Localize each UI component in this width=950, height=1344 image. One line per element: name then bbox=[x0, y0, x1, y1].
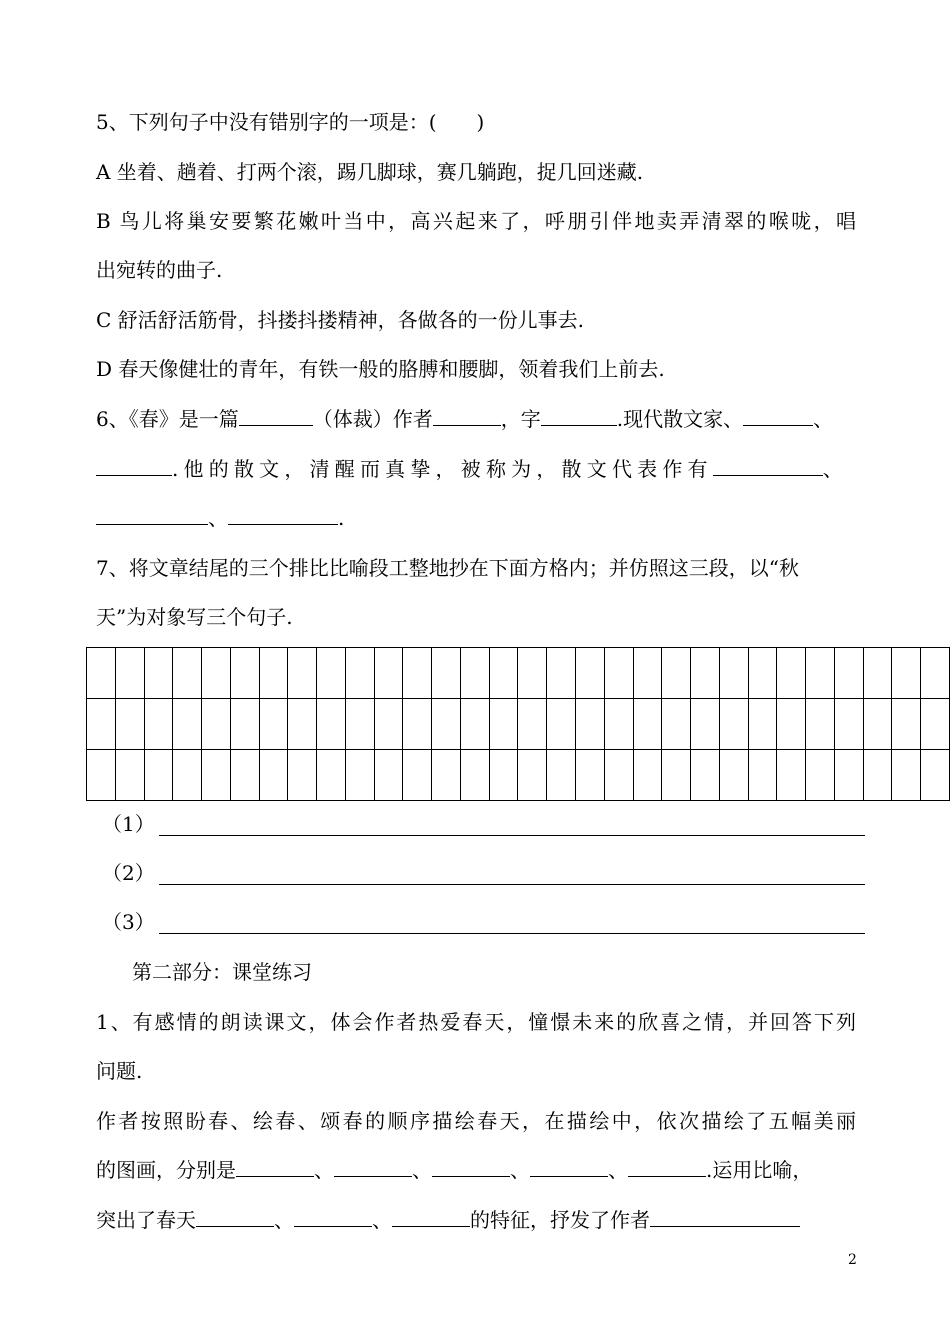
part2-heading: 第二部分：课堂练习 bbox=[132, 960, 312, 984]
page-number: 2 bbox=[848, 1252, 857, 1268]
grid-cell[interactable] bbox=[317, 648, 346, 699]
grid-cell[interactable] bbox=[202, 699, 231, 750]
grid-cell[interactable] bbox=[892, 750, 921, 801]
grid-cell[interactable] bbox=[576, 699, 605, 750]
grid-cell[interactable] bbox=[834, 750, 863, 801]
grid-cell[interactable] bbox=[432, 648, 461, 699]
grid-row bbox=[87, 750, 950, 801]
grid-cell[interactable] bbox=[518, 699, 547, 750]
answer-line-1[interactable]: （1） bbox=[102, 812, 865, 836]
picture-blank-5[interactable] bbox=[628, 1158, 706, 1177]
work-blank-1[interactable] bbox=[713, 457, 823, 476]
q5-stem: 5、下列句子中没有错别字的一项是：( ) bbox=[96, 110, 485, 134]
grid-cell[interactable] bbox=[489, 750, 518, 801]
feature-blank-2[interactable] bbox=[294, 1208, 372, 1227]
answer-line-2[interactable]: （2） bbox=[102, 861, 865, 885]
grid-cell[interactable] bbox=[719, 699, 748, 750]
answer-line-3[interactable]: （3） bbox=[102, 910, 865, 934]
genre-blank[interactable] bbox=[239, 407, 313, 426]
grid-cell[interactable] bbox=[719, 648, 748, 699]
grid-cell[interactable] bbox=[230, 648, 259, 699]
identity-blank-2[interactable] bbox=[96, 457, 172, 476]
grid-cell[interactable] bbox=[144, 699, 173, 750]
grid-row bbox=[87, 699, 950, 750]
grid-cell[interactable] bbox=[777, 750, 806, 801]
q5-option-a: A 坐着、趟着、打两个滚，踢几脚球，赛几躺跑，捉几回迷藏. bbox=[96, 160, 644, 184]
grid-cell[interactable] bbox=[202, 648, 231, 699]
grid-cell[interactable] bbox=[317, 750, 346, 801]
grid-cell[interactable] bbox=[604, 699, 633, 750]
grid-cell[interactable] bbox=[576, 750, 605, 801]
grid-cell[interactable] bbox=[921, 648, 950, 699]
grid-cell[interactable] bbox=[518, 750, 547, 801]
grid-cell[interactable] bbox=[489, 648, 518, 699]
q5-option-d: D 春天像健壮的青年，有铁一般的胳膊和腰脚，领着我们上前去. bbox=[96, 357, 665, 381]
part2-para3: 突出了春天 、 、 的特征，抒发了作者 bbox=[96, 1208, 800, 1232]
grid-cell[interactable] bbox=[460, 648, 489, 699]
grid-cell[interactable] bbox=[662, 648, 691, 699]
grid-cell[interactable] bbox=[259, 648, 288, 699]
grid-cell[interactable] bbox=[662, 750, 691, 801]
grid-cell[interactable] bbox=[288, 648, 317, 699]
grid-row bbox=[87, 648, 950, 699]
grid-cell[interactable] bbox=[892, 648, 921, 699]
grid-cell[interactable] bbox=[691, 750, 720, 801]
q6-line2: .他的散文，清醒而真挚，被称为，散文代表作有 、 bbox=[96, 457, 848, 481]
feature-blank-1[interactable] bbox=[196, 1208, 274, 1227]
grid-cell[interactable] bbox=[432, 750, 461, 801]
work-blank-2[interactable] bbox=[96, 506, 208, 525]
grid-cell[interactable] bbox=[87, 750, 116, 801]
grid-cell[interactable] bbox=[547, 699, 576, 750]
grid-cell[interactable] bbox=[259, 699, 288, 750]
grid-cell[interactable] bbox=[345, 699, 374, 750]
courtesy-name-blank[interactable] bbox=[541, 407, 617, 426]
q6-line3: 、 . bbox=[96, 506, 344, 530]
q5-option-b-line2: 出宛转的曲子. bbox=[96, 258, 223, 282]
grid-cell[interactable] bbox=[691, 699, 720, 750]
grid-cell[interactable] bbox=[374, 648, 403, 699]
part2-para1: 作者按照盼春、绘春、颂春的顺序描绘春天，在描绘中，依次描绘了五幅美丽 bbox=[96, 1109, 856, 1133]
grid-cell[interactable] bbox=[921, 750, 950, 801]
grid-cell[interactable] bbox=[921, 699, 950, 750]
grid-cell[interactable] bbox=[144, 750, 173, 801]
grid-cell[interactable] bbox=[230, 750, 259, 801]
grid-cell[interactable] bbox=[806, 699, 835, 750]
author-blank[interactable] bbox=[433, 407, 501, 426]
grid-cell[interactable] bbox=[87, 699, 116, 750]
picture-blank-2[interactable] bbox=[334, 1158, 412, 1177]
grid-cell[interactable] bbox=[403, 750, 432, 801]
work-blank-3[interactable] bbox=[228, 506, 338, 525]
grid-cell[interactable] bbox=[633, 648, 662, 699]
grid-cell[interactable] bbox=[173, 648, 202, 699]
grid-cell[interactable] bbox=[604, 750, 633, 801]
grid-cell[interactable] bbox=[345, 648, 374, 699]
grid-cell[interactable] bbox=[863, 750, 892, 801]
identity-blank-1[interactable] bbox=[743, 407, 813, 426]
grid-cell[interactable] bbox=[633, 699, 662, 750]
grid-cell[interactable] bbox=[173, 750, 202, 801]
q5-option-b-line1: B 鸟儿将巢安要繁花嫩叶当中，高兴起来了，呼朋引伴地卖弄清翠的喉咙，唱 bbox=[96, 209, 856, 233]
grid-cell[interactable] bbox=[144, 648, 173, 699]
q7-line2: 天”为对象写三个句子. bbox=[96, 605, 293, 629]
feature-blank-3[interactable] bbox=[392, 1208, 470, 1227]
grid-cell[interactable] bbox=[489, 699, 518, 750]
grid-cell[interactable] bbox=[777, 699, 806, 750]
grid-cell[interactable] bbox=[374, 699, 403, 750]
grid-cell[interactable] bbox=[403, 699, 432, 750]
grid-cell[interactable] bbox=[345, 750, 374, 801]
grid-cell[interactable] bbox=[288, 699, 317, 750]
grid-cell[interactable] bbox=[633, 750, 662, 801]
picture-blank-3[interactable] bbox=[432, 1158, 510, 1177]
grid-cell[interactable] bbox=[576, 648, 605, 699]
grid-cell[interactable] bbox=[230, 699, 259, 750]
grid-cell[interactable] bbox=[662, 699, 691, 750]
grid-cell[interactable] bbox=[460, 750, 489, 801]
grid-cell[interactable] bbox=[748, 750, 777, 801]
grid-cell[interactable] bbox=[604, 648, 633, 699]
grid-cell[interactable] bbox=[374, 750, 403, 801]
picture-blank-1[interactable] bbox=[236, 1158, 314, 1177]
grid-cell[interactable] bbox=[432, 699, 461, 750]
writing-grid[interactable] bbox=[86, 647, 950, 801]
emotion-blank[interactable] bbox=[650, 1208, 800, 1227]
grid-cell[interactable] bbox=[834, 648, 863, 699]
part2-q1-line1: 1、有感情的朗读课文，体会作者热爱春天，憧憬未来的欣喜之情，并回答下列 bbox=[96, 1010, 856, 1034]
grid-cell[interactable] bbox=[403, 648, 432, 699]
grid-cell[interactable] bbox=[547, 648, 576, 699]
q7-line1: 7、将文章结尾的三个排比比喻段工整地抄在下面方格内；并仿照这三段，以“秋 bbox=[96, 556, 799, 580]
grid-cell[interactable] bbox=[834, 699, 863, 750]
grid-cell[interactable] bbox=[863, 648, 892, 699]
grid-cell[interactable] bbox=[806, 648, 835, 699]
grid-cell[interactable] bbox=[691, 648, 720, 699]
grid-cell[interactable] bbox=[259, 750, 288, 801]
grid-cell[interactable] bbox=[87, 648, 116, 699]
picture-blank-4[interactable] bbox=[530, 1158, 608, 1177]
grid-cell[interactable] bbox=[460, 699, 489, 750]
grid-cell[interactable] bbox=[892, 699, 921, 750]
q6-line1: 6、《春》是一篇 （体裁）作者 ，字 .现代散文家、 、 bbox=[96, 407, 834, 431]
part2-q1-line2: 问题. bbox=[96, 1059, 143, 1083]
grid-cell[interactable] bbox=[115, 699, 144, 750]
q5-option-c: C 舒活舒活筋骨，抖搂抖搂精神，各做各的一份儿事去. bbox=[96, 308, 585, 332]
grid-cell[interactable] bbox=[748, 648, 777, 699]
grid-cell[interactable] bbox=[719, 750, 748, 801]
grid-cell[interactable] bbox=[173, 699, 202, 750]
grid-cell[interactable] bbox=[806, 750, 835, 801]
grid-cell[interactable] bbox=[748, 699, 777, 750]
grid-cell[interactable] bbox=[115, 750, 144, 801]
grid-cell[interactable] bbox=[202, 750, 231, 801]
grid-cell[interactable] bbox=[863, 699, 892, 750]
grid-cell[interactable] bbox=[777, 648, 806, 699]
grid-cell[interactable] bbox=[547, 750, 576, 801]
grid-cell[interactable] bbox=[518, 648, 547, 699]
grid-cell[interactable] bbox=[288, 750, 317, 801]
part2-para2: 的图画，分别是 、 、 、 、 .运用比喻， bbox=[96, 1158, 813, 1182]
grid-cell[interactable] bbox=[317, 699, 346, 750]
grid-cell[interactable] bbox=[115, 648, 144, 699]
